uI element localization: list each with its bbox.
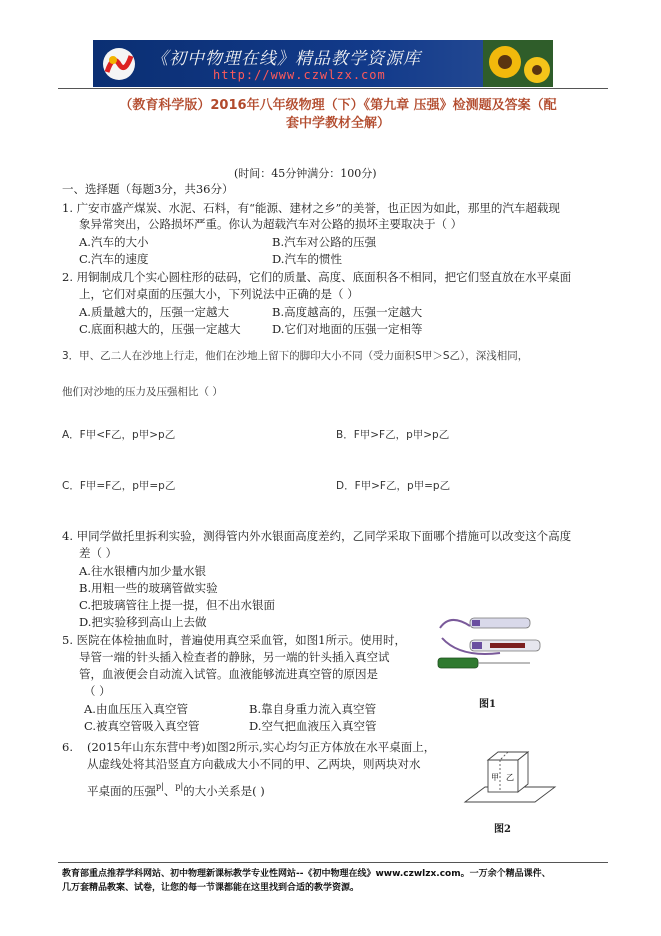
pressure-p-jia-symbol: p| (156, 782, 164, 791)
figure-2-label-jia: 甲 (491, 773, 499, 782)
q2-stem-line1: 2. 用铜制成几个实心圆柱形的砝码，它们的质量、高度、底面积各不相同，把它们竖直放在水平桌面 (62, 270, 572, 284)
banner-title: 《初中物理在线》精品教学资源库 (151, 49, 421, 69)
q2-option-a: A.质量越大的，压强一定越大 (79, 305, 229, 319)
q5-stem-line1: 5. 医院在体检抽血时，普遍使用真空采血管，如图1所示。使用时， (62, 633, 406, 647)
footer-line1: 教育部重点推荐学科网站、初中物理新课标教学专业性网站--《初中物理在线》www.czwlzx.com。一万余个精品课件、 (62, 869, 551, 879)
q2-option-c: C.底面积越大的，压强一定越大 (79, 322, 241, 336)
q6-stem-part3: 的大小关系是( ) (183, 784, 265, 798)
q5-stem-line4: （ ） (84, 684, 111, 698)
q6-number: 6. (62, 740, 73, 754)
figure-1-caption: 图1 (479, 699, 496, 710)
q4-option-d: D.把实验移到高山上去做 (79, 615, 207, 629)
q4-option-b: B.用粗一些的玻璃管做实验 (79, 581, 218, 595)
q6-stem-part1: 平桌面的压强 (87, 784, 156, 798)
q1-stem-line1: 1. 广安市盛产煤炭、水泥、石料，有“能源、建材之乡”的美誉，也正因为如此，那里的汽车超载现 (62, 201, 560, 215)
q3-option-b: B．F甲>F乙，p甲>p乙 (336, 429, 450, 441)
figure-1-blood-tube (430, 608, 550, 688)
section-heading: 一、选择题（每题3分，共36分） (62, 182, 234, 196)
q1-option-c: C.汽车的速度 (79, 252, 149, 266)
figure-2-cube (460, 742, 560, 812)
q3-option-d: D．F甲>F乙，p甲=p乙 (336, 480, 451, 492)
doc-title-line1: （教育科学版）2016年八年级物理（下）《第九章 压强》检测题及答案（配 (119, 98, 557, 113)
q3-option-a: A．F甲<F乙，p甲>p乙 (62, 429, 176, 441)
q3-stem-line2: 他们对沙地的压力及压强相比（ ） (62, 386, 223, 398)
q5-option-c: C.被真空管吸入真空管 (84, 719, 200, 733)
q4-stem-line2: 差（ ） (79, 546, 118, 560)
figure-2-caption: 图2 (494, 824, 511, 835)
q5-option-d: D.空气把血液压入真空管 (249, 719, 377, 733)
time-info: (时间：45分钟满分：100分) (234, 167, 377, 180)
q3-stem-line1: 3．甲、乙二人在沙地上行走，他们在沙地上留下的脚印大小不同（受力面积S甲＞S乙），深浅相同， (62, 350, 529, 362)
q4-option-c: C.把玻璃管往上提一提，但不出水银面 (79, 598, 276, 612)
q4-option-a: A.往水银槽内加少量水银 (79, 564, 206, 578)
q4-stem-line1: 4. 甲同学做托里拆利实验，测得管内外水银面高度差约，乙同学采取下面哪个措施可以改变这个高度 (62, 529, 572, 543)
site-logo-icon (99, 46, 139, 82)
q2-option-b: B.高度越高的，压强一定越大 (272, 305, 423, 319)
q2-option-d: D.它们对地面的压强一定相等 (272, 322, 423, 336)
q1-option-b: B.汽车对公路的压强 (272, 235, 377, 249)
q5-option-a: A.由血压压入真空管 (84, 702, 188, 716)
q2-stem-line2: 上，它们对桌面的压强大小，下列说法中正确的是（ ） (79, 287, 359, 301)
sunflower-image (483, 40, 553, 87)
q6-stem-part2: 、 (163, 784, 176, 798)
footer-divider (58, 862, 608, 863)
q6-stem-line2: 从虚线处将其沿竖直方向截成大小不同的甲、乙两块，则两块对水 (87, 757, 421, 771)
q5-stem-line3: 管，血液便会自动流入试管。血液能够流进真空管的原因是 (79, 667, 378, 681)
site-banner (93, 40, 553, 87)
q5-option-b: B.靠自身重力流入真空管 (249, 702, 377, 716)
q1-stem-line2: 象异常突出，公路损坏严重。你认为超载汽车对公路的损坏主要取决于（ ） (79, 217, 463, 231)
footer-line2: 几万套精品教案、试卷，让您的每一节课都能在这里找到合适的教学资源。 (62, 883, 360, 893)
q6-stem-line3 (87, 783, 265, 801)
header-divider (58, 88, 608, 89)
q5-stem-line2: 导管一端的针头插入检查者的静脉，另一端的针头插入真空试 (79, 650, 390, 664)
q3-option-c: C．F甲=F乙，p甲=p乙 (62, 480, 176, 492)
banner-url[interactable]: http://www.czwlzx.com (213, 68, 386, 82)
pressure-p-yi-symbol: p| (175, 782, 184, 791)
doc-title-line2: 套中学教材全解） (285, 116, 390, 131)
q1-option-d: D.汽车的惯性 (272, 252, 342, 266)
figure-2-label-yi: 乙 (506, 773, 514, 782)
q6-stem-line1: (2015年山东东营中考)如图2所示,实心均匀正方体放在水平桌面上， (87, 740, 436, 754)
q1-option-a: A.汽车的大小 (79, 235, 149, 249)
